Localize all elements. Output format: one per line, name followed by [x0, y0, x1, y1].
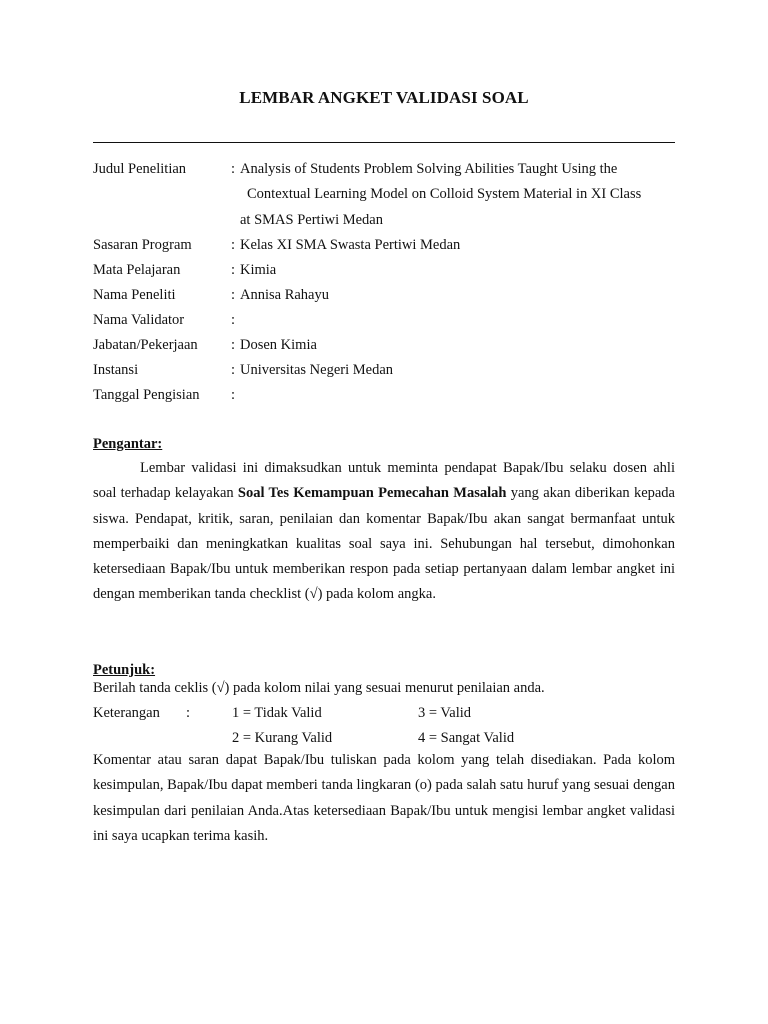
keterangan-label: Keterangan — [93, 705, 160, 721]
info-row-jabatan — [93, 333, 683, 358]
closing-paragraph: Komentar atau saran dapat Bapak/Ibu tuliskan pada kolom yang telah disediakan. Pada kolom kesimpulan, Bapak/Ibu dapat memberi tanda lingkaran (o) pada salah satu huruf yang sesuai dengan kesimpulan dari penilaian Anda.Atas ketersediaan Bapak/Ibu untuk mengisi lembar angket validasi ini saya ucapkan terima kasih. — [93, 752, 675, 844]
scale-item: 1 = Tidak Valid — [232, 705, 322, 721]
info-value: Kimia — [240, 262, 277, 278]
judul-continuation — [93, 182, 683, 233]
info-row-instansi — [93, 358, 683, 383]
info-label: Jabatan/Pekerjaan — [93, 337, 198, 353]
pengantar-text-before: Lembar validasi ini dimaksudkan untuk meminta pendapat Bapak/Ibu selaku dosen ahli soal terhadap kelayakan — [93, 460, 675, 502]
info-colon: : — [231, 337, 236, 353]
keterangan-row-1 — [93, 701, 471, 726]
info-value: Annisa Rahayu — [240, 287, 329, 303]
pengantar-heading: Pengantar: — [93, 436, 163, 452]
info-row-validator — [93, 308, 683, 333]
info-label: Nama Validator — [93, 312, 185, 328]
info-row-mapel — [93, 258, 683, 283]
research-info-block — [93, 157, 683, 408]
scale-item: 4 = Sangat Valid — [418, 730, 515, 746]
info-value-blank — [240, 308, 683, 333]
info-colon: : — [231, 262, 236, 278]
info-row-peneliti — [93, 283, 683, 308]
info-label: Instansi — [93, 362, 139, 378]
pengantar-bold-title: Soal Tes Kemampuan Pemecahan Masalah — [237, 485, 507, 502]
info-colon: : — [231, 287, 236, 303]
info-value: Analysis of Students Problem Solving Abilities Taught Using the — [240, 161, 618, 177]
judul-line-3: at SMAS Pertiwi Medan — [240, 211, 383, 228]
judul-line-2: Contextual Learning Model on Colloid System Material in XI Class — [247, 186, 642, 202]
pengantar-paragraph — [93, 456, 675, 608]
info-colon: : — [231, 161, 236, 177]
info-row-sasaran — [93, 233, 683, 258]
info-value: Universitas Negeri Medan — [240, 362, 394, 378]
info-value-blank — [240, 383, 683, 408]
keterangan-colon: : — [186, 705, 191, 721]
scale-item: 3 = Valid — [418, 705, 472, 721]
scale-item: 2 = Kurang Valid — [232, 730, 333, 746]
info-label: Judul Penelitian — [93, 161, 187, 177]
info-label: Tanggal Pengisian — [93, 387, 200, 403]
petunjuk-heading: Petunjuk: — [93, 662, 156, 678]
info-label: Mata Pelajaran — [93, 262, 181, 278]
info-colon: : — [231, 312, 236, 328]
petunjuk-instruction: Berilah tanda ceklis (√) pada kolom nilai yang sesuai menurut penilaian anda. — [93, 680, 545, 696]
title-divider — [93, 142, 675, 143]
pengantar-text-after: yang akan diberikan kepada siswa. Pendapat, kritik, saran, penilaian dan komentar Bapak/Ibu akan sangat bermanfaat untuk memperbaiki dan meningkatkan kualitas soal saya ini. Sehubungan hal tersebut, dimohonkan ketersediaan Bapak/Ibu untuk memberikan respon pada setiap pertanyaan dalam lembar angket ini dengan memberikan tanda checklist (√) pada kolom angka. — [93, 485, 675, 603]
info-value: Dosen Kimia — [240, 337, 317, 353]
info-label: Sasaran Program — [93, 237, 192, 253]
info-colon: : — [231, 362, 236, 378]
info-row-tanggal — [93, 383, 683, 408]
info-value: Kelas XI SMA Swasta Pertiwi Medan — [240, 237, 461, 253]
info-row-judul — [93, 157, 683, 182]
info-label: Nama Peneliti — [93, 287, 176, 303]
info-colon: : — [231, 237, 236, 253]
info-colon: : — [231, 387, 236, 403]
document-title: LEMBAR ANGKET VALIDASI SOAL — [239, 88, 529, 107]
